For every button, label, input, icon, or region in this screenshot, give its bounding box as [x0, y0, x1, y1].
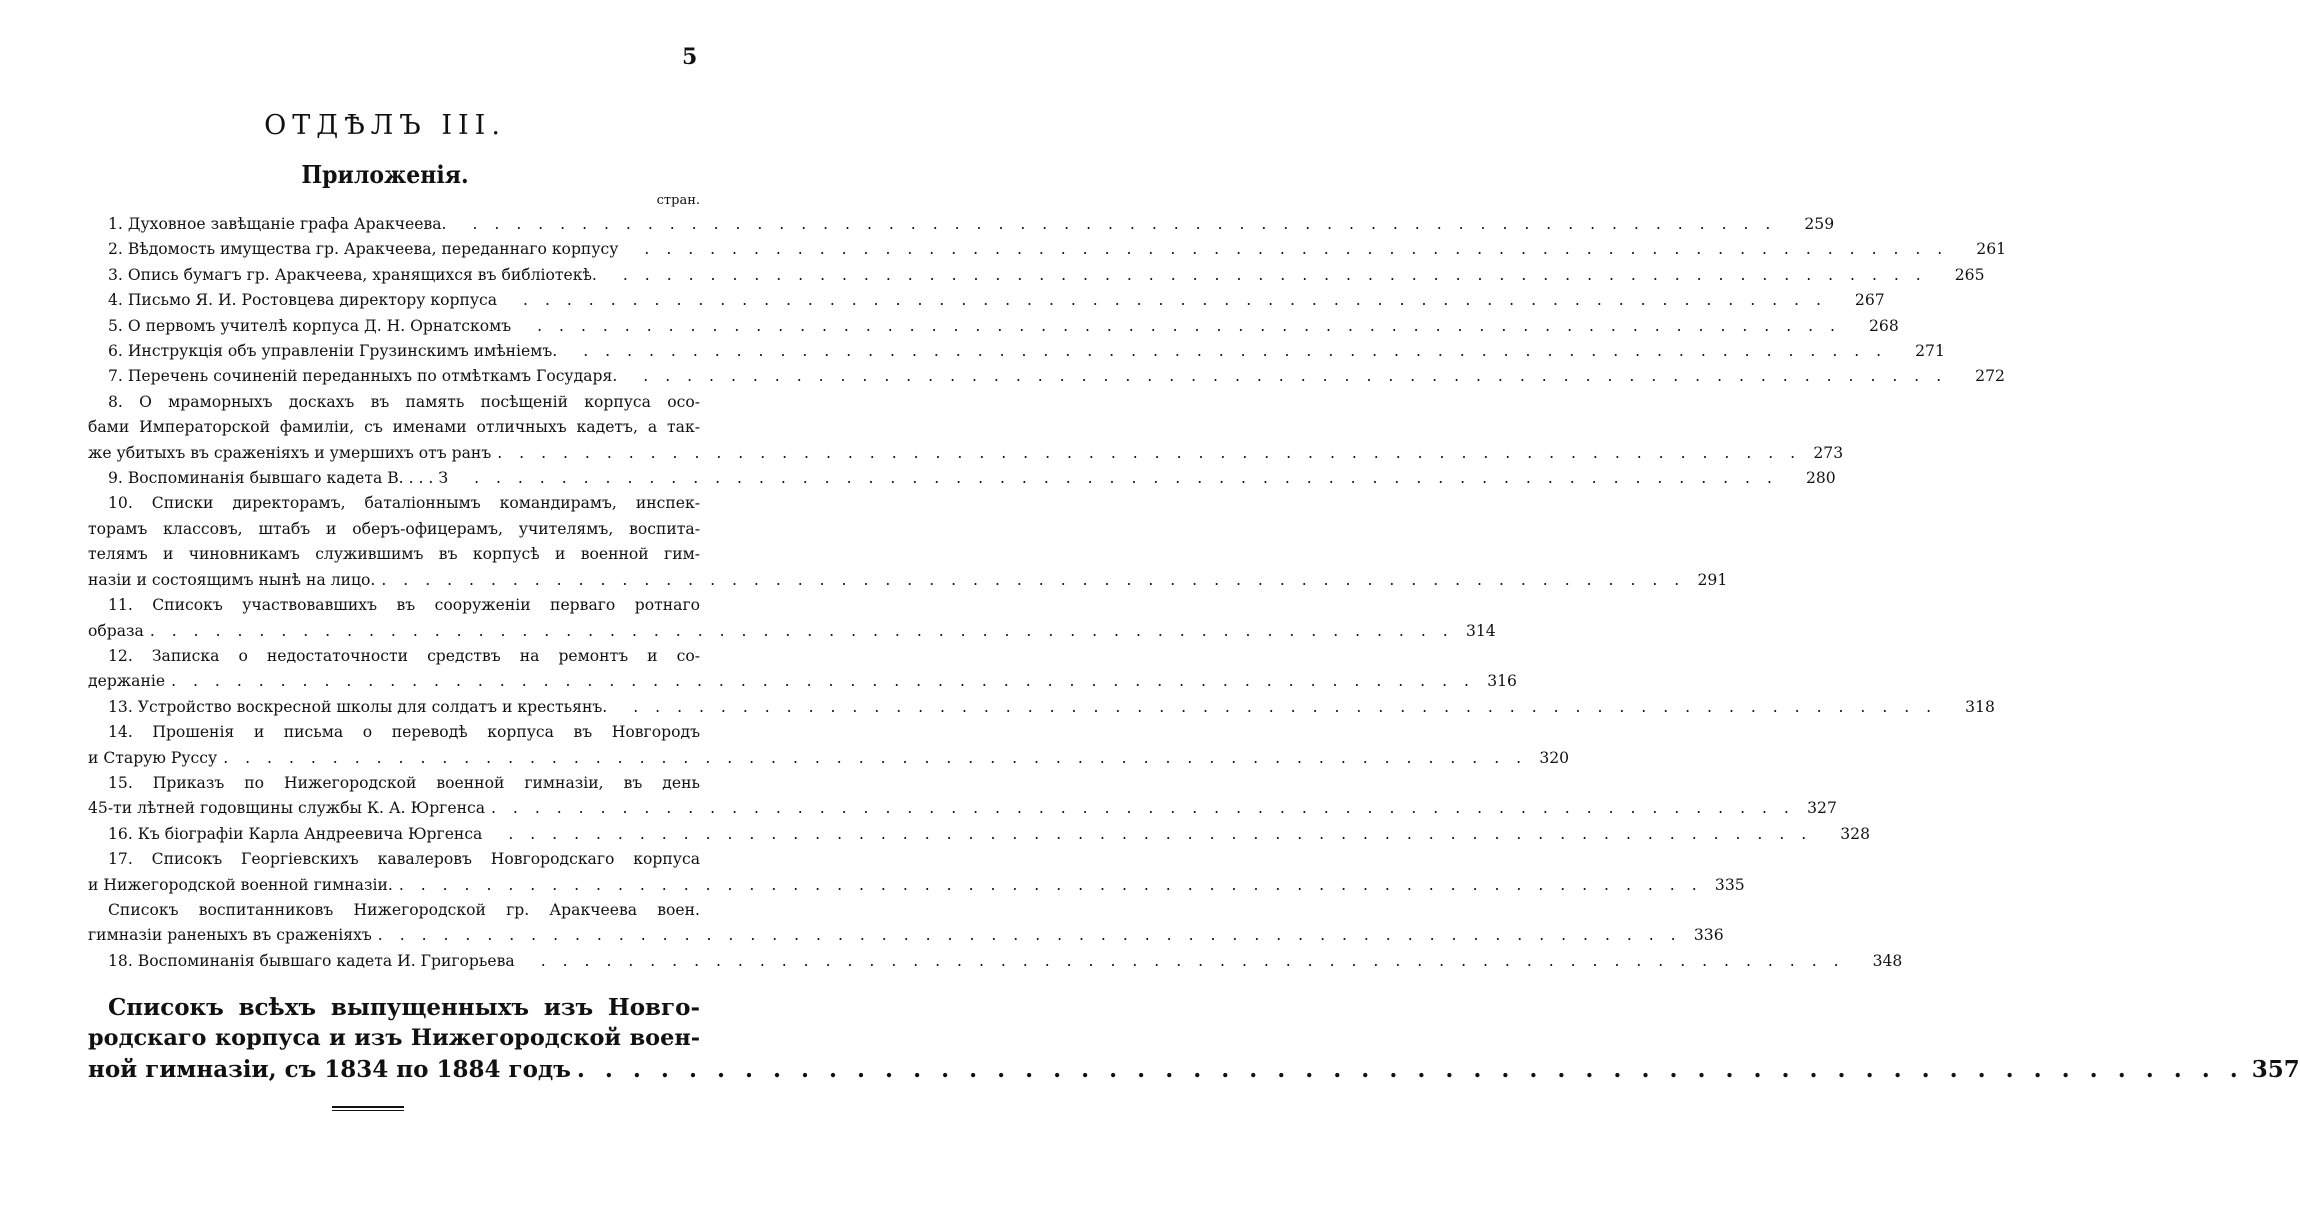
- toc-entry: [88, 288, 1885, 313]
- toc-entry: [88, 644, 1517, 695]
- entry-title: 2. Вѣдомость имущества гр. Аракчеева, переданнаго корпусу: [108, 240, 619, 259]
- toc-entry: [88, 466, 1836, 491]
- entry-title: назіи и состоящимъ нынѣ на лицо.: [88, 570, 376, 589]
- dot-leader: . . . . . . . . . . . . . . . . . . . . . . . . . . . . . . . . . . . . . . . . . . . . . . . . . . . . . . . . . . . .: [377, 926, 1682, 945]
- dot-leader: . . . . . . . . . . . . . . . . . . . . . . . . . . . . . . . . . . . . . . . . . . . . . . . . . . . . . . . . . . . .: [381, 570, 1686, 589]
- dot-leader: . . . . . . . . . . . . . . . . . . . . . . . . . . . . . . . . . . . . . . . . . . . . . . . . . . . . . . . . . . . .: [622, 265, 1927, 284]
- dot-leader: . . . . . . . . . . . . . . . . . . . . . . . . . . . . . . . . . . . . . . . . . . . . . . . . . . . . . . . . . . . .: [472, 215, 1777, 233]
- entry-title: же убитыхъ въ сраженіяхъ и умершихъ отъ ранъ: [88, 443, 492, 462]
- entry-title: 1. Духовное завѣщаніе графа Аракчеева.: [108, 215, 447, 233]
- entry-line: 14. Прошенія и письма о переводѣ корпуса въ Новгородъ: [108, 723, 700, 742]
- entry-line: 15. Приказъ по Нижегородской военной гимназіи, въ день: [108, 773, 700, 792]
- entry-line: Списокъ воспитанниковъ Нижегородской гр. Аракчеева воен.: [108, 900, 700, 919]
- entry-page-number: 267: [1854, 291, 1885, 310]
- final-toc-entry: [88, 992, 2300, 1085]
- dot-leader: . . . . . . . . . . . . . . . . . . . . . . . . . . . . . . . . . . . . . . . . . . . . . . . . . . . . . . . . . . . .: [576, 1056, 2244, 1083]
- dot-leader: . . . . . . . . . . . . . . . . . . . . . . . . . . . . . . . . . . . . . . . . . . . . . . . . . . . . . . . . . . . .: [223, 748, 1528, 767]
- toc-entry: [88, 771, 1837, 822]
- entry-page-number: 291: [1697, 570, 1728, 589]
- entry-page-number: 336: [1693, 926, 1724, 945]
- entry-page-number: 261: [1976, 240, 2007, 259]
- toc-entry: [88, 593, 1496, 644]
- entry-title: держаніе: [88, 672, 166, 691]
- entry-title: 13. Устройство воскресной школы для солдатъ и крестьянъ.: [108, 697, 608, 716]
- entry-title: 4. Письмо Я. И. Ростовцева директору корпуса: [108, 291, 498, 310]
- entry-title: 5. О первомъ учителѣ корпуса Д. Н. Орнатскомъ: [108, 316, 512, 335]
- entry-title: 6. Инструкція объ управленіи Грузинскимъ имѣніемъ.: [108, 342, 558, 361]
- toc-entry: [88, 314, 1899, 339]
- entry-page-number: 271: [1915, 342, 1945, 361]
- entry-title: 16. Къ біографіи Карла Андреевича Юргенса: [108, 824, 483, 843]
- entry-title: 9. Воспоминанія бывшаго кадета В. . . . З: [108, 469, 449, 488]
- toc-entry: [88, 339, 1945, 364]
- dot-leader: . . . . . . . . . . . . . . . . . . . . . . . . . . . . . . . . . . . . . . . . . . . . . . . . . . . . . . . . . . . .: [633, 697, 1938, 716]
- entry-page-number: 320: [1539, 748, 1570, 767]
- entry-title: гимназіи раненыхъ въ сраженіяхъ: [88, 926, 372, 945]
- entry-title: 18. Воспоминанія бывшаго кадета И. Григорьева: [108, 951, 515, 970]
- entry-title: образа: [88, 621, 144, 640]
- toc-entry: [88, 847, 1745, 898]
- entry-page-number: 327: [1807, 799, 1837, 818]
- entry-line: 8. О мраморныхъ доскахъ въ память посѣщеній корпуса осо-: [108, 392, 700, 411]
- entry-page-number: 348: [1872, 951, 1903, 970]
- toc-entry: [88, 898, 1724, 949]
- entry-title: 45-ти лѣтней годовщины службы К. А. Юргенса: [88, 799, 486, 818]
- entry-line: торамъ классовъ, штабъ и оберъ-офицерамъ, учителямъ, воспита-: [88, 519, 700, 538]
- entry-title: и Нижегородской военной гимназіи.: [88, 875, 393, 894]
- section-title: ОТДѢЛЪ III.: [264, 110, 506, 141]
- dot-leader: . . . . . . . . . . . . . . . . . . . . . . . . . . . . . . . . . . . . . . . . . . . . . . . . . . . . . . . . . . . .: [644, 240, 1949, 259]
- toc-entry: [88, 822, 1870, 847]
- entry-line: 11. Списокъ участвовавшихъ въ сооруженіи перваго ротнаго: [108, 596, 700, 615]
- entry-title: 3. Опись бумагъ гр. Аракчеева, хранящихся въ библіотекѣ.: [108, 265, 597, 284]
- entry-page-number: 272: [1975, 367, 2005, 386]
- entry-line: 12. Записка о недостаточности средствъ на ремонтъ и со-: [108, 646, 700, 665]
- entry-line: родскаго корпуса и изъ Нижегородской воен-: [88, 1025, 700, 1051]
- toc-entry: [88, 263, 1985, 288]
- toc-entry: [88, 720, 1570, 771]
- dot-leader: . . . . . . . . . . . . . . . . . . . . . . . . . . . . . . . . . . . . . . . . . . . . . . . . . . . . . . . . . . . .: [508, 824, 1813, 843]
- dot-leader: . . . . . . . . . . . . . . . . . . . . . . . . . . . . . . . . . . . . . . . . . . . . . . . . . . . . . . . . . . . .: [474, 469, 1778, 488]
- entry-page-number: 316: [1487, 672, 1517, 691]
- table-of-contents: [88, 212, 2007, 974]
- toc-entry: [88, 237, 2007, 262]
- dot-leader: . . . . . . . . . . . . . . . . . . . . . . . . . . . . . . . . . . . . . . . . . . . . . . . . . . . . . . . . . . . .: [583, 342, 1888, 361]
- toc-entry: [88, 390, 1844, 466]
- entry-page-number: 314: [1465, 621, 1496, 640]
- page-number: 5: [682, 44, 698, 70]
- entry-page-number: 328: [1840, 824, 1870, 843]
- entry-page-number: 259: [1804, 215, 1835, 233]
- entry-title: и Старую Руссу: [88, 748, 218, 767]
- entry-line: бами Императорской фамиліи, съ именами отличныхъ кадетъ, а так-: [88, 418, 700, 437]
- dot-leader: . . . . . . . . . . . . . . . . . . . . . . . . . . . . . . . . . . . . . . . . . . . . . . . . . . . . . . . . . . . .: [149, 621, 1454, 640]
- closing-rule: [332, 1106, 404, 1111]
- dot-leader: . . . . . . . . . . . . . . . . . . . . . . . . . . . . . . . . . . . . . . . . . . . . . . . . . . . . . . . . . . . .: [540, 951, 1845, 970]
- dot-leader: . . . . . . . . . . . . . . . . . . . . . . . . . . . . . . . . . . . . . . . . . . . . . . . . . . . . . . . . . . . .: [643, 367, 1948, 386]
- final-entry: [88, 992, 2300, 1085]
- toc-entry: [88, 695, 1995, 720]
- entry-page-number: 318: [1965, 697, 1995, 716]
- dot-leader: . . . . . . . . . . . . . . . . . . . . . . . . . . . . . . . . . . . . . . . . . . . . . . . . . . . . . . . . . . . .: [497, 443, 1802, 462]
- page-column-label: стран.: [656, 193, 700, 208]
- entry-page-number: 280: [1805, 469, 1836, 488]
- entry-title: ной гимназіи, съ 1834 по 1884 годъ: [88, 1056, 571, 1083]
- entry-page-number: 265: [1954, 265, 1985, 284]
- toc-entry: [88, 491, 1728, 593]
- dot-leader: . . . . . . . . . . . . . . . . . . . . . . . . . . . . . . . . . . . . . . . . . . . . . . . . . . . . . . . . . . . .: [491, 799, 1795, 818]
- appendices-heading: Приложенія.: [301, 160, 469, 190]
- dot-leader: . . . . . . . . . . . . . . . . . . . . . . . . . . . . . . . . . . . . . . . . . . . . . . . . . . . . . . . . . . . .: [537, 316, 1842, 335]
- entry-line: Списокъ всѣхъ выпущенныхъ изъ Новго-: [108, 994, 700, 1021]
- entry-page-number: 357: [2251, 1056, 2300, 1083]
- dot-leader: . . . . . . . . . . . . . . . . . . . . . . . . . . . . . . . . . . . . . . . . . . . . . . . . . . . . . . . . . . . .: [398, 875, 1703, 894]
- entry-page-number: 335: [1714, 875, 1745, 894]
- entry-line: телямъ и чиновникамъ служившимъ въ корпусѣ и военной гим-: [88, 545, 700, 564]
- toc-entry: [88, 364, 2005, 389]
- toc-entry: [88, 212, 1835, 237]
- dot-leader: . . . . . . . . . . . . . . . . . . . . . . . . . . . . . . . . . . . . . . . . . . . . . . . . . . . . . . . . . . . .: [171, 672, 1475, 691]
- entry-line: 17. Списокъ Георгіевскихъ кавалеровъ Новгородскаго корпуса: [108, 850, 700, 869]
- toc-entry: [88, 949, 1903, 974]
- entry-page-number: 268: [1869, 316, 1899, 335]
- entry-page-number: 273: [1813, 443, 1844, 462]
- dot-leader: . . . . . . . . . . . . . . . . . . . . . . . . . . . . . . . . . . . . . . . . . . . . . . . . . . . . . . . . . . . .: [523, 291, 1827, 310]
- entry-line: 10. Списки директорамъ, баталіоннымъ командирамъ, инспек-: [108, 494, 700, 513]
- entry-title: 7. Перечень сочиненій переданныхъ по отмѣткамъ Государя.: [108, 367, 618, 386]
